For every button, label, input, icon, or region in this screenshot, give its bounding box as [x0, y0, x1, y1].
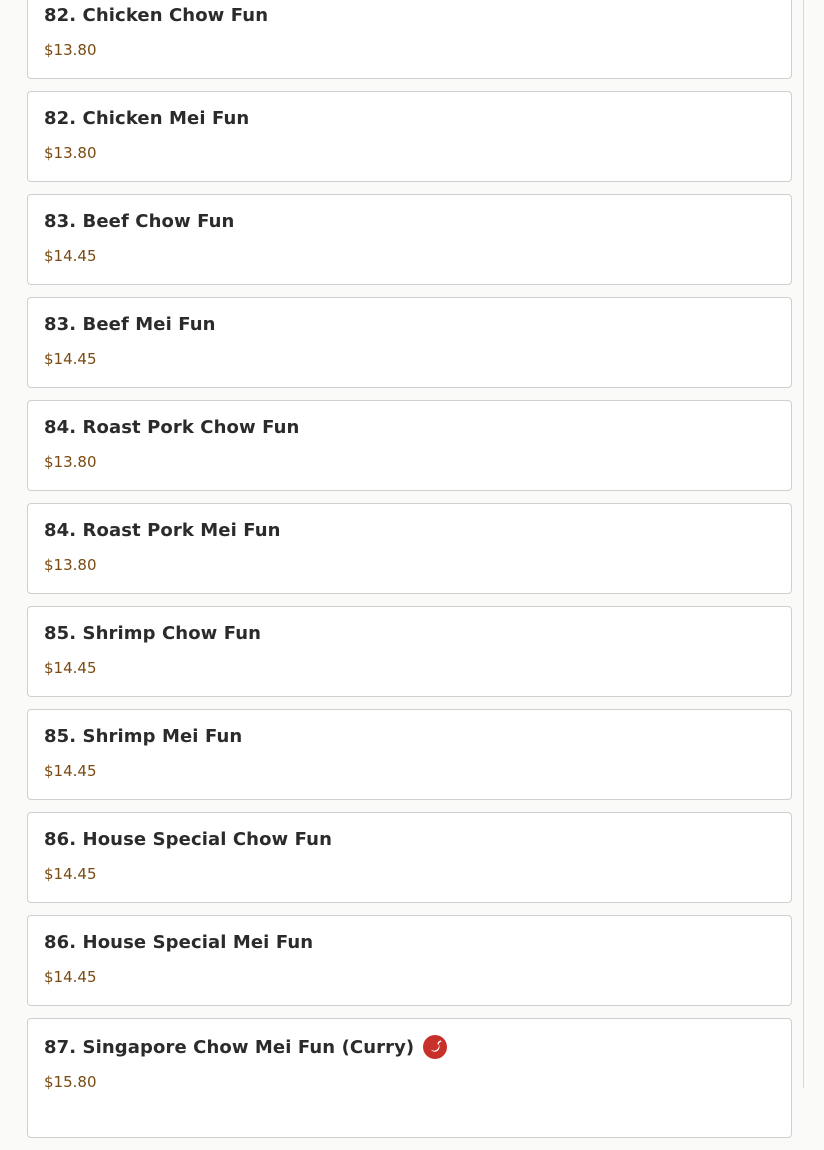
menu-item-price: $13.80: [44, 41, 97, 59]
menu-item-card[interactable]: [27, 1018, 792, 1138]
menu-item-list: [27, 0, 792, 1150]
menu-item-name: 85. Shrimp Mei Fun: [44, 726, 243, 747]
menu-item-card[interactable]: [27, 915, 792, 1006]
menu-item-card[interactable]: [27, 194, 792, 285]
menu-item-price: $14.45: [44, 865, 97, 883]
menu-item-card[interactable]: [27, 709, 792, 800]
menu-item-name: 86. House Special Mei Fun: [44, 932, 314, 953]
scroll-container-edge: [803, 0, 804, 1088]
menu-item-name: 84. Roast Pork Mei Fun: [44, 520, 281, 541]
menu-item-name: 86. House Special Chow Fun: [44, 829, 332, 850]
menu-item-card[interactable]: [27, 400, 792, 491]
menu-item-price: $14.45: [44, 350, 97, 368]
menu-item-card[interactable]: [27, 503, 792, 594]
menu-item-name: 83. Beef Chow Fun: [44, 211, 235, 232]
menu-item-card[interactable]: [27, 812, 792, 903]
menu-item-name: 87. Singapore Chow Mei Fun (Curry): [44, 1036, 415, 1058]
menu-item-price: $14.45: [44, 659, 97, 677]
menu-item-name: 82. Chicken Chow Fun: [44, 5, 269, 26]
menu-item-card[interactable]: [27, 606, 792, 697]
menu-item-name: 85. Shrimp Chow Fun: [44, 623, 262, 644]
menu-item-price: $15.80: [44, 1073, 97, 1091]
menu-item-price: $14.45: [44, 968, 97, 986]
menu-item-price: $13.80: [44, 556, 97, 574]
menu-item-name: 83. Beef Mei Fun: [44, 314, 216, 335]
menu-item-price: $14.45: [44, 247, 97, 265]
menu-item-card[interactable]: [27, 91, 792, 182]
menu-item-name: 84. Roast Pork Chow Fun: [44, 417, 300, 438]
menu-item-card[interactable]: [27, 0, 792, 79]
menu-item-card[interactable]: [27, 297, 792, 388]
menu-item-name: 82. Chicken Mei Fun: [44, 108, 250, 129]
menu-item-price: $13.80: [44, 453, 97, 471]
spicy-pepper-icon: [423, 1035, 447, 1059]
menu-item-price: $13.80: [44, 144, 97, 162]
menu-item-name-row: [44, 1035, 447, 1059]
menu-item-price: $14.45: [44, 762, 97, 780]
